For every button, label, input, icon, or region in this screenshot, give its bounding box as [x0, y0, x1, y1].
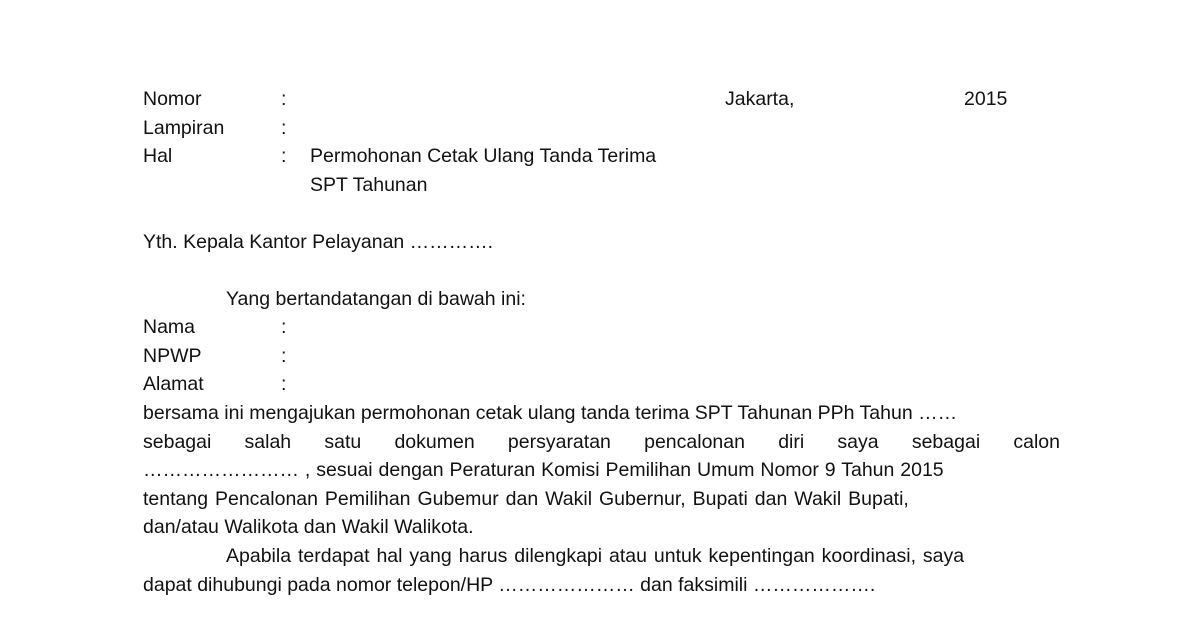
hal-subject-line1: Permohonan Cetak Ulang Tanda Terima: [310, 145, 657, 167]
place-text: Jakarta,: [725, 88, 795, 110]
nama-colon: :: [281, 316, 287, 338]
body-line-5: dan/atau Walikota dan Wakil Walikota.: [143, 516, 474, 538]
nomor-colon: :: [281, 88, 287, 110]
alamat-label: Alamat: [143, 373, 204, 395]
addressee-line: Yth. Kepala Kantor Pelayanan ………….: [143, 231, 494, 253]
hal-subject-line2: SPT Tahunan: [310, 174, 428, 196]
year-text: 2015: [964, 88, 1008, 110]
lampiran-colon: :: [281, 117, 287, 139]
body-line-3: …………………… , sesuai dengan Peraturan Komisi Pemilihan Umum Nomor 9 Tahun 2015: [143, 459, 944, 481]
intro-line: Yang bertandatangan di bawah ini:: [226, 288, 526, 310]
closing-line-2: dapat dihubungi pada nomor telepon/HP ………………… dan faksimili ……………….: [143, 574, 876, 596]
lampiran-label: Lampiran: [143, 117, 225, 139]
nomor-label: Nomor: [143, 88, 202, 110]
hal-colon: :: [281, 145, 287, 167]
body-line-4: tentang Pencalonan Pemilihan Gubemur dan Wakil Gubernur, Bupati dan Wakil Bupati,: [143, 488, 909, 510]
closing-line-1: Apabila terdapat hal yang harus dilengkapi atau untuk kepentingan koordinasi, saya: [226, 545, 965, 567]
body-line-2: sebagai salah satu dokumen persyaratan pencalonan diri saya sebagai calon: [143, 431, 1060, 453]
alamat-colon: :: [281, 373, 287, 395]
hal-label: Hal: [143, 145, 173, 167]
body-line-1: bersama ini mengajukan permohonan cetak ulang tanda terima SPT Tahunan PPh Tahun ……: [143, 402, 958, 424]
npwp-label: NPWP: [143, 345, 202, 367]
nama-label: Nama: [143, 316, 196, 338]
npwp-colon: :: [281, 345, 287, 367]
